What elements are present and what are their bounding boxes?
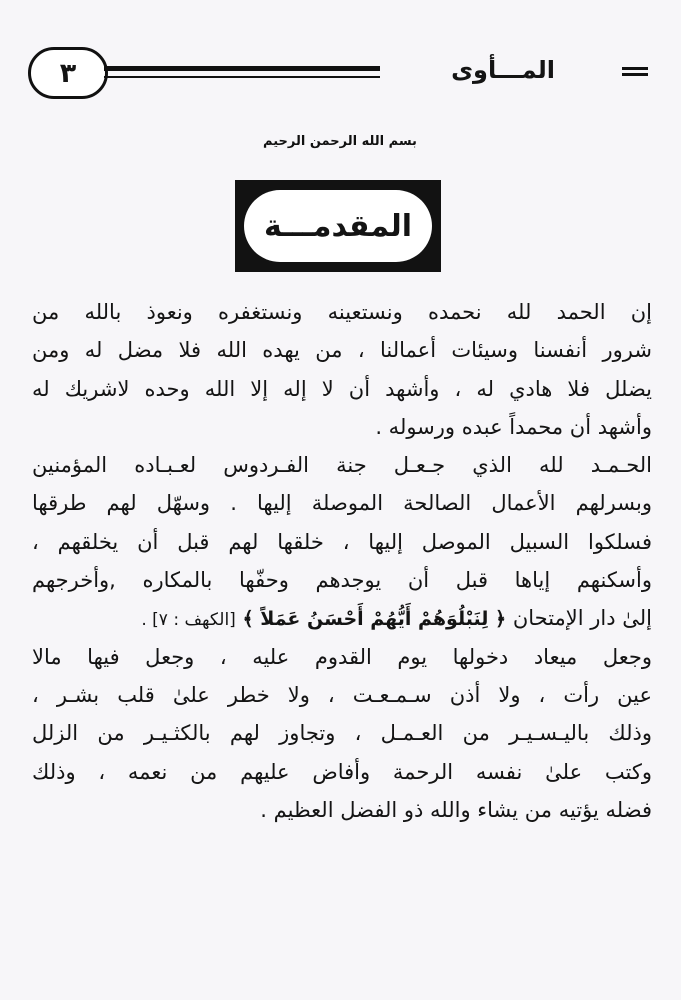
text-line: وكتب علىٰ نفسه الرحمة وأفاض عليهم من نعمه ، وذلك <box>32 759 652 784</box>
header-ornament <box>622 67 648 76</box>
page-header <box>0 0 681 110</box>
text-line: شرور أنفسنا وسيئات أعمالنا ، من يهده الله فلا مضل له ومن <box>32 338 652 363</box>
text-line: وأشهد أن محمداً عبده ورسوله . <box>375 414 652 439</box>
basmala: بسم الله الرحمن الرحيم <box>263 134 417 149</box>
text-line: يضلل فلا هادي له ، وأشهد أن لا إله إلا الله وحده لاشريك له <box>32 376 652 401</box>
page-number: ٣ <box>28 47 108 99</box>
book-title: المـــأوى <box>451 56 555 84</box>
verse-intro: إلىٰ دار الإمتحان <box>512 606 652 631</box>
text-line: وأسكنهم إياها قبل أن يوجدهم وحفّها بالمكاره ,وأخرجهم <box>32 568 652 593</box>
verse-citation: [الكهف : ٧] . <box>141 610 236 631</box>
section-heading: المقدمـــة <box>244 190 432 262</box>
text-line: وجعل ميعاد دخولها يوم القدوم عليه ، وجعل فيها مالا <box>32 644 652 669</box>
text-line-with-verse <box>32 599 652 637</box>
text-line: وذلك باليـسـيـر من العـمـل ، وتجاوز لهم بالكثـيـر من الزلل <box>32 721 652 746</box>
quran-verse: ﴿ لِنَبْلُوَهُمْ أَيُّهُمْ أَحْسَنُ عَمَلاً ﴾ <box>242 608 507 631</box>
text-line: فسلكوا السبيل الموصل إليها ، خلقها لهم قبل أن يخلقهم ، <box>32 529 652 554</box>
body-text <box>32 293 652 829</box>
header-rule-thick <box>104 66 380 71</box>
text-line: الحـمـد لله الذي جـعـل جنة الفـردوس لعـبـاده المؤمنين <box>32 453 652 478</box>
text-line: عين رأت ، ولا أذن سـمـعـت ، ولا خطر علىٰ قلب بشـر ، <box>32 682 652 707</box>
text-line: فضله يؤتيه من يشاء والله ذو الفضل العظيم . <box>260 797 652 822</box>
heading-frame <box>235 180 441 272</box>
text-line: وبسرلهم الأعمال الصالحة الموصلة إليها . وسهّل لهم طرقها <box>32 491 652 516</box>
text-line: إن الحمد لله نحمده ونستعينه ونستغفره ونعوذ بالله من <box>32 300 652 324</box>
header-rule-thin <box>104 76 380 78</box>
